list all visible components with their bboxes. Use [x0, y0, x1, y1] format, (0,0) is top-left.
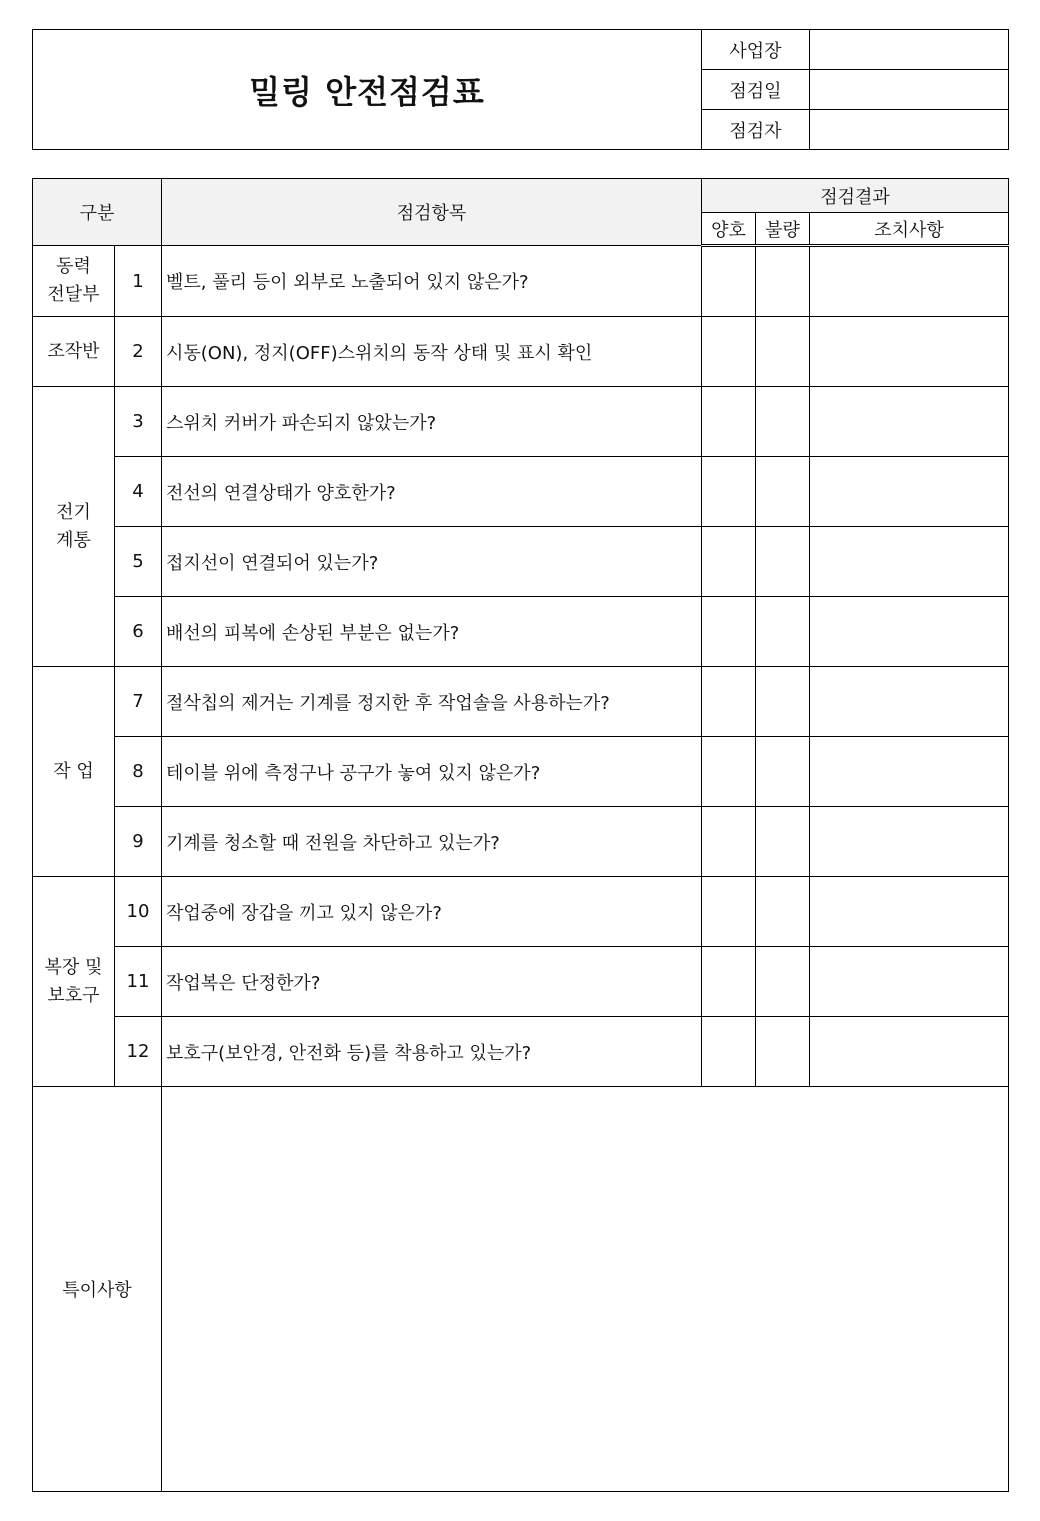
table-row — [33, 947, 1009, 1017]
result-action-cell[interactable] — [810, 387, 1009, 457]
result-bad-cell[interactable] — [756, 807, 810, 877]
item-number: 1 — [115, 246, 162, 317]
header-item: 점검항목 — [162, 179, 702, 246]
result-bad-cell[interactable] — [756, 527, 810, 597]
result-good-cell[interactable] — [702, 597, 756, 667]
field-inspection-date[interactable] — [810, 70, 1009, 110]
item-question: 벨트, 풀리 등이 외부로 노출되어 있지 않은가? — [162, 246, 702, 317]
table-row — [33, 1017, 1009, 1087]
result-action-cell[interactable] — [810, 317, 1009, 387]
result-good-cell[interactable] — [702, 807, 756, 877]
field-workplace[interactable] — [810, 30, 1009, 70]
result-bad-cell[interactable] — [756, 877, 810, 947]
result-good-cell[interactable] — [702, 527, 756, 597]
result-action-cell[interactable] — [810, 877, 1009, 947]
item-question: 스위치 커버가 파손되지 않았는가? — [162, 387, 702, 457]
item-question: 시동(ON), 정지(OFF)스위치의 동작 상태 및 표시 확인 — [162, 317, 702, 387]
result-action-cell[interactable] — [810, 246, 1009, 317]
checklist-table — [32, 178, 1009, 1492]
item-number: 10 — [115, 877, 162, 947]
item-question: 접지선이 연결되어 있는가? — [162, 527, 702, 597]
item-question: 기계를 청소할 때 전원을 차단하고 있는가? — [162, 807, 702, 877]
item-question: 보호구(보안경, 안전화 등)를 착용하고 있는가? — [162, 1017, 702, 1087]
item-question: 전선의 연결상태가 양호한가? — [162, 457, 702, 527]
table-row — [33, 527, 1009, 597]
item-number: 2 — [115, 317, 162, 387]
result-good-cell[interactable] — [702, 317, 756, 387]
result-good-cell[interactable] — [702, 387, 756, 457]
label-inspection-date: 점검일 — [702, 70, 810, 110]
category-control-panel: 조작반 — [33, 317, 115, 387]
result-bad-cell[interactable] — [756, 317, 810, 387]
label-inspector: 점검자 — [702, 110, 810, 150]
table-row — [33, 807, 1009, 877]
result-bad-cell[interactable] — [756, 947, 810, 1017]
item-number: 8 — [115, 737, 162, 807]
item-question: 절삭칩의 제거는 기계를 정지한 후 작업솔을 사용하는가? — [162, 667, 702, 737]
result-bad-cell[interactable] — [756, 457, 810, 527]
category-electrical: 전기 계통 — [33, 387, 115, 667]
result-good-cell[interactable] — [702, 877, 756, 947]
result-good-cell[interactable] — [702, 667, 756, 737]
item-number: 7 — [115, 667, 162, 737]
result-action-cell[interactable] — [810, 1017, 1009, 1087]
table-row — [33, 387, 1009, 457]
table-row — [33, 597, 1009, 667]
item-number: 5 — [115, 527, 162, 597]
result-action-cell[interactable] — [810, 737, 1009, 807]
category-clothing-ppe: 복장 및 보호구 — [33, 877, 115, 1087]
category-work: 작 업 — [33, 667, 115, 877]
header-good: 양호 — [702, 213, 756, 246]
item-number: 9 — [115, 807, 162, 877]
header-action: 조치사항 — [810, 213, 1009, 246]
result-action-cell[interactable] — [810, 597, 1009, 667]
table-row — [33, 246, 1009, 317]
result-bad-cell[interactable] — [756, 667, 810, 737]
notes-field[interactable] — [162, 1087, 1009, 1492]
notes-row — [33, 1087, 1009, 1492]
result-good-cell[interactable] — [702, 947, 756, 1017]
result-good-cell[interactable] — [702, 246, 756, 317]
header-table — [32, 29, 1009, 150]
page-title: 밀링 안전점검표 — [33, 30, 702, 150]
item-question: 작업복은 단정한가? — [162, 947, 702, 1017]
header-category: 구분 — [33, 179, 162, 246]
result-bad-cell[interactable] — [756, 387, 810, 457]
item-number: 3 — [115, 387, 162, 457]
result-bad-cell[interactable] — [756, 1017, 810, 1087]
notes-label: 특이사항 — [33, 1087, 162, 1492]
result-good-cell[interactable] — [702, 457, 756, 527]
result-bad-cell[interactable] — [756, 737, 810, 807]
result-bad-cell[interactable] — [756, 597, 810, 667]
result-action-cell[interactable] — [810, 807, 1009, 877]
result-action-cell[interactable] — [810, 947, 1009, 1017]
result-good-cell[interactable] — [702, 1017, 756, 1087]
item-question: 작업중에 장갑을 끼고 있지 않은가? — [162, 877, 702, 947]
result-action-cell[interactable] — [810, 667, 1009, 737]
category-power-transmission: 동력 전달부 — [33, 246, 115, 317]
item-number: 11 — [115, 947, 162, 1017]
table-row — [33, 457, 1009, 527]
result-action-cell[interactable] — [810, 457, 1009, 527]
table-row — [33, 667, 1009, 737]
field-inspector[interactable] — [810, 110, 1009, 150]
item-number: 6 — [115, 597, 162, 667]
table-row — [33, 737, 1009, 807]
item-number: 12 — [115, 1017, 162, 1087]
header-bad: 불량 — [756, 213, 810, 246]
item-question: 배선의 피복에 손상된 부분은 없는가? — [162, 597, 702, 667]
item-number: 4 — [115, 457, 162, 527]
result-bad-cell[interactable] — [756, 246, 810, 317]
table-row — [33, 317, 1009, 387]
header-result: 점검결과 — [702, 179, 1009, 213]
result-good-cell[interactable] — [702, 737, 756, 807]
table-row — [33, 877, 1009, 947]
label-workplace: 사업장 — [702, 30, 810, 70]
item-question: 테이블 위에 측정구나 공구가 놓여 있지 않은가? — [162, 737, 702, 807]
result-action-cell[interactable] — [810, 527, 1009, 597]
